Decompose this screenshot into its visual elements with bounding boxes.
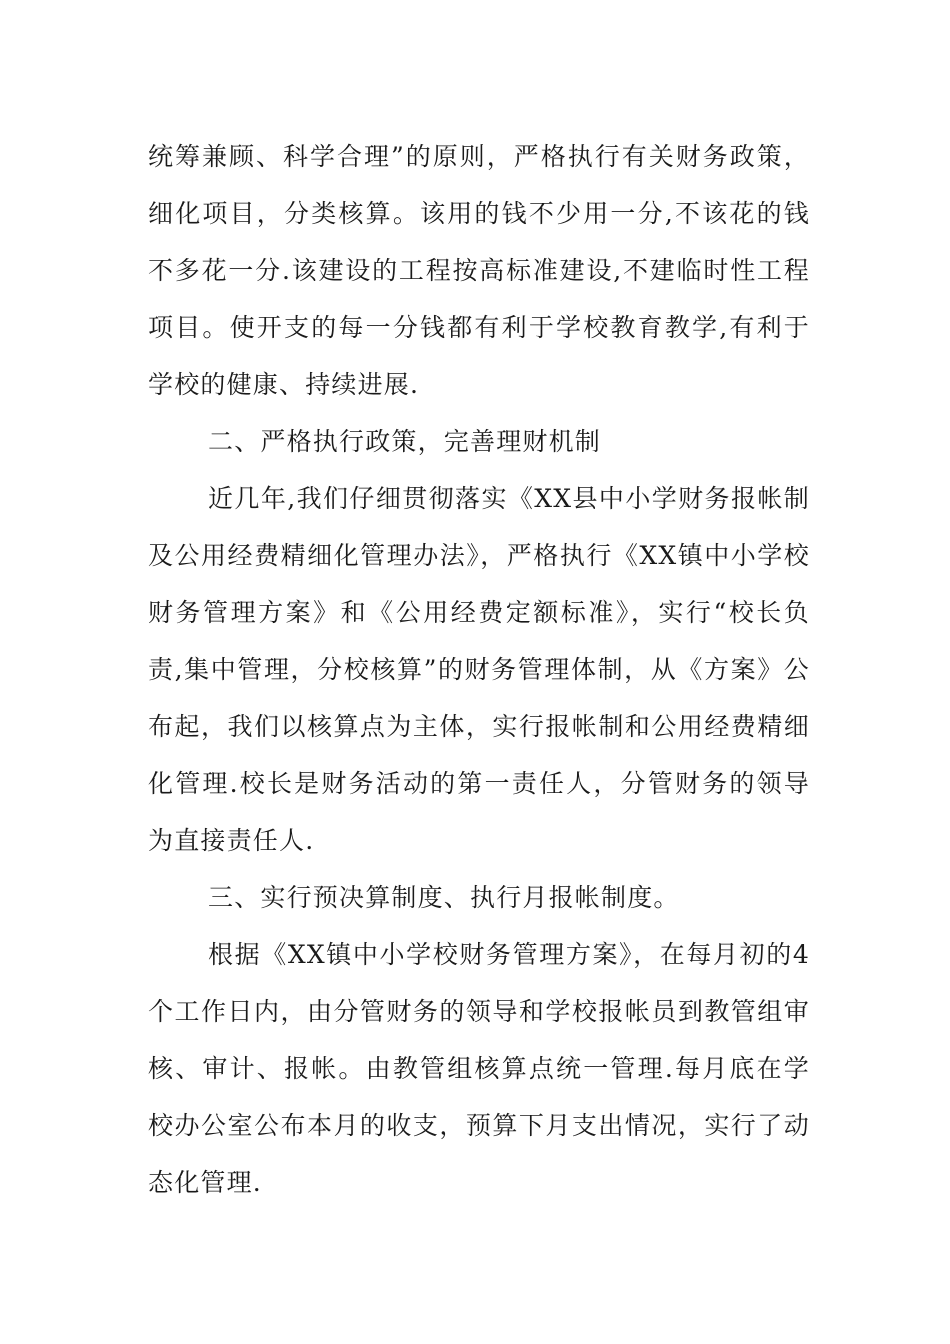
section-heading-2: 二、严格执行政策，完善理财机制 <box>208 427 602 456</box>
document-body <box>148 128 810 1211</box>
paragraph-budget: 根据《XX镇中小学校财务管理方案》，在每月初的4个工作日内，由分管财务的领导和学校报帐员到教管组审核、审计、报帐。由教管组核算点统一管理.每月底在学校办公室公布本月的收支，预算下月支出情况，实行了动态化管理. <box>148 940 810 1197</box>
section-heading-3: 三、实行预决算制度、执行月报帐制度。 <box>208 883 680 912</box>
paragraph-policy: 近几年,我们仔细贯彻落实《XX县中小学财务报帐制及公用经费精细化管理办法》，严格执行《XX镇中小学校财务管理方案》和《公用经费定额标准》，实行“校长负责,集中管理，分校核算”的财务管理体制，从《方案》公布起，我们以核算点为主体，实行报帐制和公用经费精细化管理.校长是财务活动的第一责任人，分管财务的领导为直接责任人. <box>148 484 810 855</box>
paragraph-continuation: 统筹兼顾、科学合理”的原则，严格执行有关财务政策，细化项目，分类核算。该用的钱不少用一分,不该花的钱不多花一分.该建设的工程按高标准建设,不建临时性工程项目。使开支的每一分钱都有利于学校教育教学,有利于学校的健康、持续进展. <box>148 142 810 399</box>
